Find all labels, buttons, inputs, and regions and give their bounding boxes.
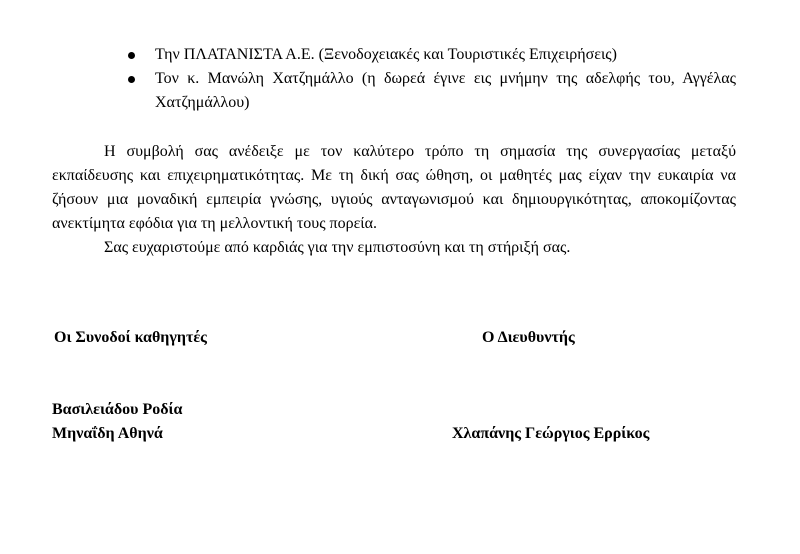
thank-you-text [52, 140, 736, 260]
list-item [128, 67, 736, 115]
bullet-icon [128, 52, 135, 59]
teacher-name: Βασιλειάδου Ροδία [52, 401, 183, 418]
director-name: Χλαπάνης Γεώργιος Ερρίκος [452, 425, 650, 442]
director-title: Ο Διευθυντής [482, 329, 575, 346]
donor-name-platanista: Την ΠΛΑΤΑΝΙΣΤΑ Α.Ε. (Ξενοδοχειακές και Τουριστικές Επιχειρήσεις) [155, 46, 617, 63]
donor-name-chatzimallos: Τον κ. Μανώλη Χατζημάλλο (η δωρεά έγινε εις μνήμην της αδελφής του, Αγγέλας Χατζημάλλου) [155, 70, 736, 111]
paragraph-thanks: Σας ευχαριστούμε από καρδιάς για την εμπιστοσύνη και τη στήριξή σας. [104, 239, 571, 256]
teacher-name: Μηναΐδη Αθηνά [52, 425, 163, 442]
list-item [128, 43, 736, 67]
paragraph-contribution: Η συμβολή σας ανέδειξε με τον καλύτερο τρόπο τη σημασία της συνεργασίας μεταξύ εκπαίδευσης και επιχειρηματικότητας. Με τη δική σας ώθηση, οι μαθητές μας είχαν την ευκαιρία να ζήσουν μια μοναδική εμπειρία γνώσης, υγιούς ανταγωνισμού και δημιουργικότητας, αποκομίζοντας ανεκτίμητα εφόδια για τη μελλοντική τους πορεία. [52, 143, 736, 232]
escort-teachers-title: Οι Συνοδοί καθηγητές [54, 329, 207, 346]
donor-list [128, 43, 736, 115]
bullet-icon [128, 76, 135, 83]
